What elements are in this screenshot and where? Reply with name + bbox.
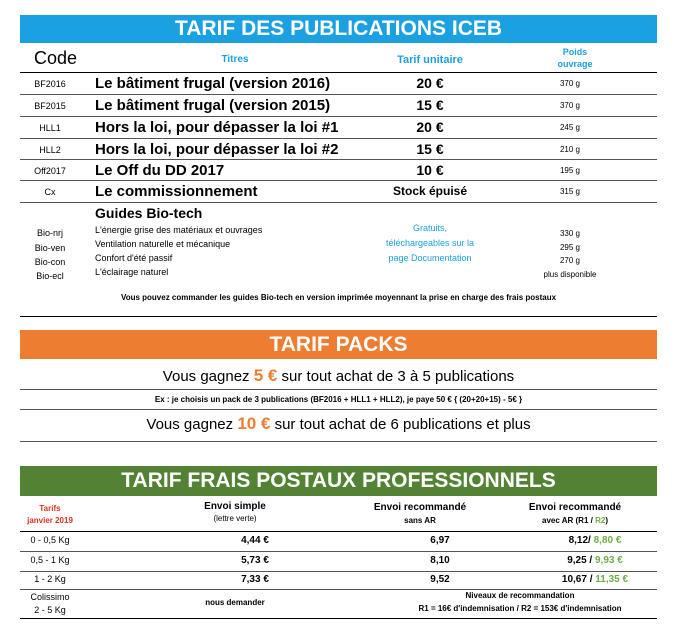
pub-title: Le bâtiment frugal (version 2015) [95,97,331,114]
table-row [20,181,657,202]
col-envoi-recommande [360,502,480,525]
guide-weight: 270 g [559,256,581,265]
pub-weight: 245 g [559,123,581,132]
guide-code: Bio-ven [34,243,66,253]
post-r2: 11,35 € [595,574,629,585]
guide-weight: 295 g [559,243,581,252]
col-subtitle-r2: R2 [595,516,606,525]
levels-title: Niveaux de recommandation [465,591,575,600]
tarifs-date [20,503,80,527]
col-title: Envoi recommandé [528,502,622,513]
pub-price: 20 € [416,119,444,135]
post-simple: 4,44 € [241,535,269,546]
table-row [20,160,657,181]
pack-offer-suffix: sur tout achat de 6 publications et plus [270,416,531,433]
pub-title: Le bâtiment frugal (version 2016) [95,75,331,92]
pub-title: Hors la loi, pour dépasser la loi #2 [95,141,339,158]
colissimo-line: Colissimo [30,592,70,602]
guides-free-note [355,221,505,266]
post-simple: 7,33 € [241,574,269,585]
post-weight: 0,5 - 1 Kg [30,555,70,565]
guide-code: Bio-ecl [36,271,64,281]
divider [20,441,657,442]
free-line: Gratuits, [412,223,447,233]
post-rec: 6,97 [430,535,450,546]
post-r2: 9,93 € [595,555,623,566]
col-subtitle-c: ) [605,516,608,525]
publications-title-banner: TARIF DES PUBLICATIONS ICEB [20,15,657,43]
table-row [20,117,657,138]
pack-offer-1 [20,366,657,386]
pack-offer-amount: 10 € [237,414,271,433]
pack-example: Ex : je choisis un pack de 3 publications (BF2016 + HLL1 + HLL2), je paye 50 € { (20+20+15) - 5€ } [154,395,523,404]
pack-offer-amount: 5 € [253,366,278,385]
pub-title: Le Off du DD 2017 [95,162,225,179]
pack-offer-2 [20,414,657,434]
divider [20,618,657,619]
pack-offer-prefix: Vous gagnez [146,416,238,433]
guide-desc: L'éclairage naturel [95,267,169,277]
free-line: page Documentation [388,253,472,263]
ask-us: nous demander [205,598,265,607]
code-header: Code [34,48,78,68]
free-line: téléchargeables sur la [385,238,475,248]
pub-price: 15 € [416,97,444,113]
pub-code: HLL1 [39,123,61,133]
col-envoi-recommande-ar [510,502,640,525]
pub-weight: 370 g [559,101,581,110]
pack-offer-suffix: sur tout achat de 3 à 5 publications [277,368,515,385]
table-row [20,552,657,571]
unit-price-header: Tarif unitaire [397,54,463,66]
pub-weight: 210 g [559,145,581,154]
pub-price: Stock épuisé [392,184,468,198]
guide-code: Bio-con [34,257,66,267]
table-row [20,532,657,551]
post-weight: 1 - 2 Kg [34,574,66,584]
weight-header-line1: Poids [562,47,588,57]
post-rec: 8,10 [430,555,450,566]
post-rec-ar [530,574,660,585]
colissimo-line: 2 - 5 Kg [34,605,66,615]
table-row [20,73,657,94]
weight-header-line2: ouvrage [557,59,593,69]
post-rec: 9,52 [430,574,450,585]
guide-weight: plus disponible [543,270,597,279]
guide-weight: 330 g [559,229,581,238]
pub-price: 10 € [416,162,444,178]
col-subtitle: (lettre verte) [213,514,257,523]
post-r1: 10,67 / [561,574,596,585]
col-envoi-simple [180,501,290,523]
pub-weight: 315 g [559,187,581,196]
pub-price: 20 € [416,75,444,91]
divider [20,409,657,410]
pub-code: Cx [44,187,56,197]
col-subtitle-a: avec AR (R1 / [542,516,596,525]
levels-text: R1 = 16€ d'indemnisation / R2 = 153€ d'indemnisation [418,604,622,613]
divider [20,389,657,390]
packs-title-banner: TARIF PACKS [20,330,657,359]
post-rec-ar [530,535,660,546]
col-title: Envoi simple [204,501,266,512]
divider [20,202,657,203]
table-row [20,95,657,116]
guides-title: Guides Bio-tech [95,205,203,221]
pack-offer-prefix: Vous gagnez [162,368,254,385]
guide-desc: L'énergie grise des matériaux et ouvrages [95,225,263,235]
guide-desc: Ventilation naturelle et mécanique [95,239,231,249]
pub-code: BF2016 [34,79,66,89]
table-row [20,139,657,160]
postal-title-banner: TARIF FRAIS POSTAUX PROFESSIONNELS [20,466,657,496]
recommendation-levels [370,589,670,615]
pub-price: 15 € [416,141,444,157]
biotech-print-note: Vous pouvez commander les guides Bio-tech en version imprimée moyennant la prise en charge des frais postaux [120,293,557,302]
table-row [20,571,657,590]
col-subtitle [510,516,640,525]
pub-code: HLL2 [39,145,61,155]
post-r1: 8,12/ [568,535,594,546]
tarifs-line: Tarifs [39,504,61,513]
guide-code: Bio-nrj [36,228,63,238]
col-subtitle: sans AR [404,516,436,525]
tarifs-line: janvier 2019 [27,516,73,525]
pub-weight: 195 g [559,166,581,175]
col-title: Envoi recommandé [373,502,467,513]
post-rec-ar [530,555,660,566]
pub-title: Hors la loi, pour dépasser la loi #1 [95,119,339,136]
pub-code: BF2015 [34,101,66,111]
guide-desc: Confort d'été passif [95,253,173,263]
weight-header [535,46,615,70]
divider [20,316,657,317]
pub-code: Off2017 [34,166,66,176]
pub-title: Le commissionnement [95,183,258,200]
post-simple: 5,73 € [241,555,269,566]
titles-header: Titres [221,54,249,65]
post-r1: 9,25 / [567,555,595,566]
pub-weight: 370 g [559,79,581,88]
post-weight: 0 - 0,5 Kg [30,535,70,545]
colissimo-label [20,591,80,617]
post-r2: 8,80 € [593,535,622,546]
